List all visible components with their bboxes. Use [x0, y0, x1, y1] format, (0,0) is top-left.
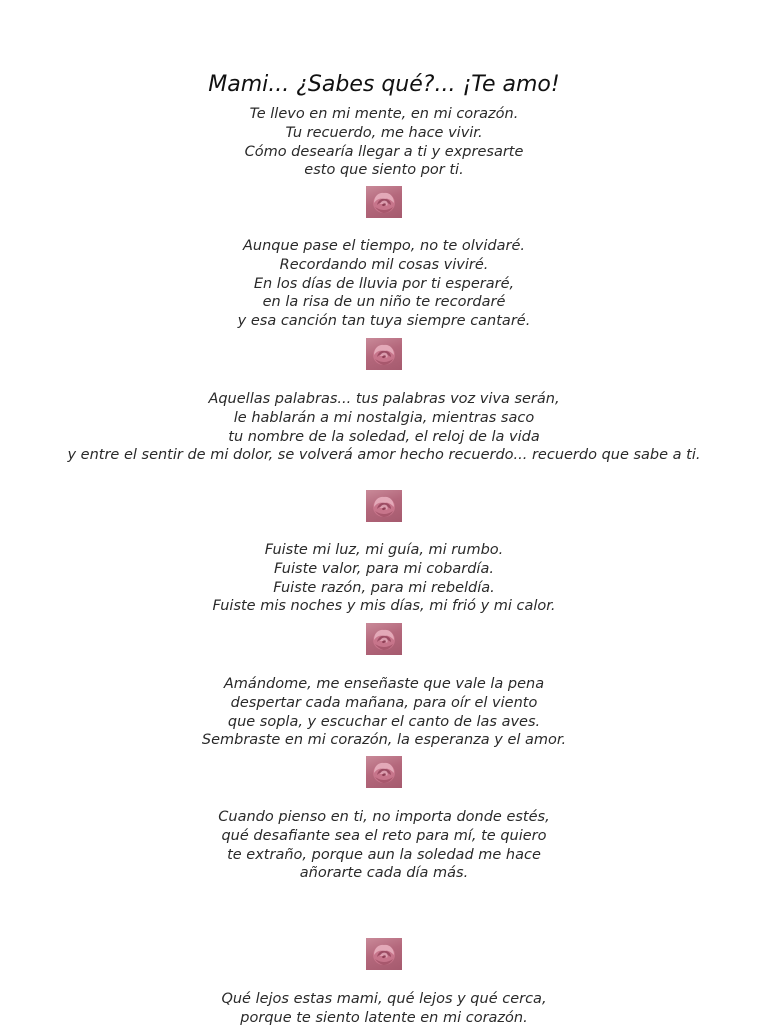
poem-line: Aunque pase el tiempo, no te olvidaré. — [243, 238, 525, 254]
poem-line: tu nombre de la soledad, el reloj de la vida — [228, 428, 540, 445]
poem-line: en la risa de un niño te recordaré — [262, 294, 506, 311]
poem-line: En los días de lluvia por ti esperaré, — [253, 275, 515, 292]
poem-line: y entre el sentir de mi dolor, se volverá amor hecho recuerdo... recuerdo que sabe a ti. — [67, 447, 701, 464]
poem-line: y esa canción tan tuya siempre cantaré. — [237, 313, 531, 330]
poem-line: Tu recuerdo, me hace vivir. — [285, 124, 483, 141]
stanza-5 — [40, 675, 728, 750]
rose-icon — [366, 756, 402, 788]
poem-line: Fuiste mis noches y mis días, mi frió y mi calor. — [212, 598, 556, 615]
stanza-3 — [40, 390, 728, 465]
poem-line: qué desafiante sea el reto para mí, te quiero — [221, 827, 547, 844]
poem-line: le hablarán a mi nostalgia, mientras saco — [233, 409, 535, 426]
poem-line: Cuando pienso en ti, no importa donde estés, — [218, 809, 550, 825]
poem-line: te extraño, porque aun la soledad me hace — [227, 846, 541, 863]
stanza-4 — [40, 541, 728, 616]
poem-line: Amándome, me enseñaste que vale la pena — [223, 676, 545, 692]
poem-line: esto que siento por ti. — [304, 162, 464, 179]
poem-line: Fuiste razón, para mi rebeldía. — [273, 579, 495, 596]
stanza-2 — [40, 237, 728, 331]
rose-icon — [366, 938, 402, 970]
poem-line: despertar cada mañana, para oír el viento — [230, 694, 538, 711]
rose-icon — [366, 490, 402, 522]
poem-line: Qué lejos estas mami, qué lejos y qué cerca, — [221, 991, 547, 1007]
poem-line: Cómo desearía llegar a ti y expresarte — [244, 143, 524, 160]
poem-line: Sembraste en mi corazón, la esperanza y el amor. — [201, 732, 567, 749]
rose-icon — [366, 338, 402, 370]
poem-title: Mami... ¿Sabes qué?... ¡Te amo! — [208, 72, 560, 97]
stanza-6 — [40, 808, 728, 883]
poem-line: Fuiste mi luz, mi guía, mi rumbo. — [264, 542, 504, 558]
poem-line: Te llevo en mi mente, en mi corazón. — [249, 106, 519, 122]
poem-line: porque te siento latente en mi corazón. — [240, 1009, 528, 1026]
poem-line: añorarte cada día más. — [299, 865, 469, 882]
rose-icon — [366, 186, 402, 218]
poem-line: Fuiste valor, para mi cobardía. — [274, 560, 494, 577]
poem-line: Aquellas palabras... tus palabras voz viva serán, — [208, 391, 560, 407]
rose-icon — [366, 623, 402, 655]
poem-line: que sopla, y escuchar el canto de las aves. — [227, 713, 541, 730]
poem-line: Recordando mil cosas viviré. — [279, 256, 489, 273]
stanza-1 — [40, 105, 728, 180]
stanza-7 — [40, 990, 728, 1028]
